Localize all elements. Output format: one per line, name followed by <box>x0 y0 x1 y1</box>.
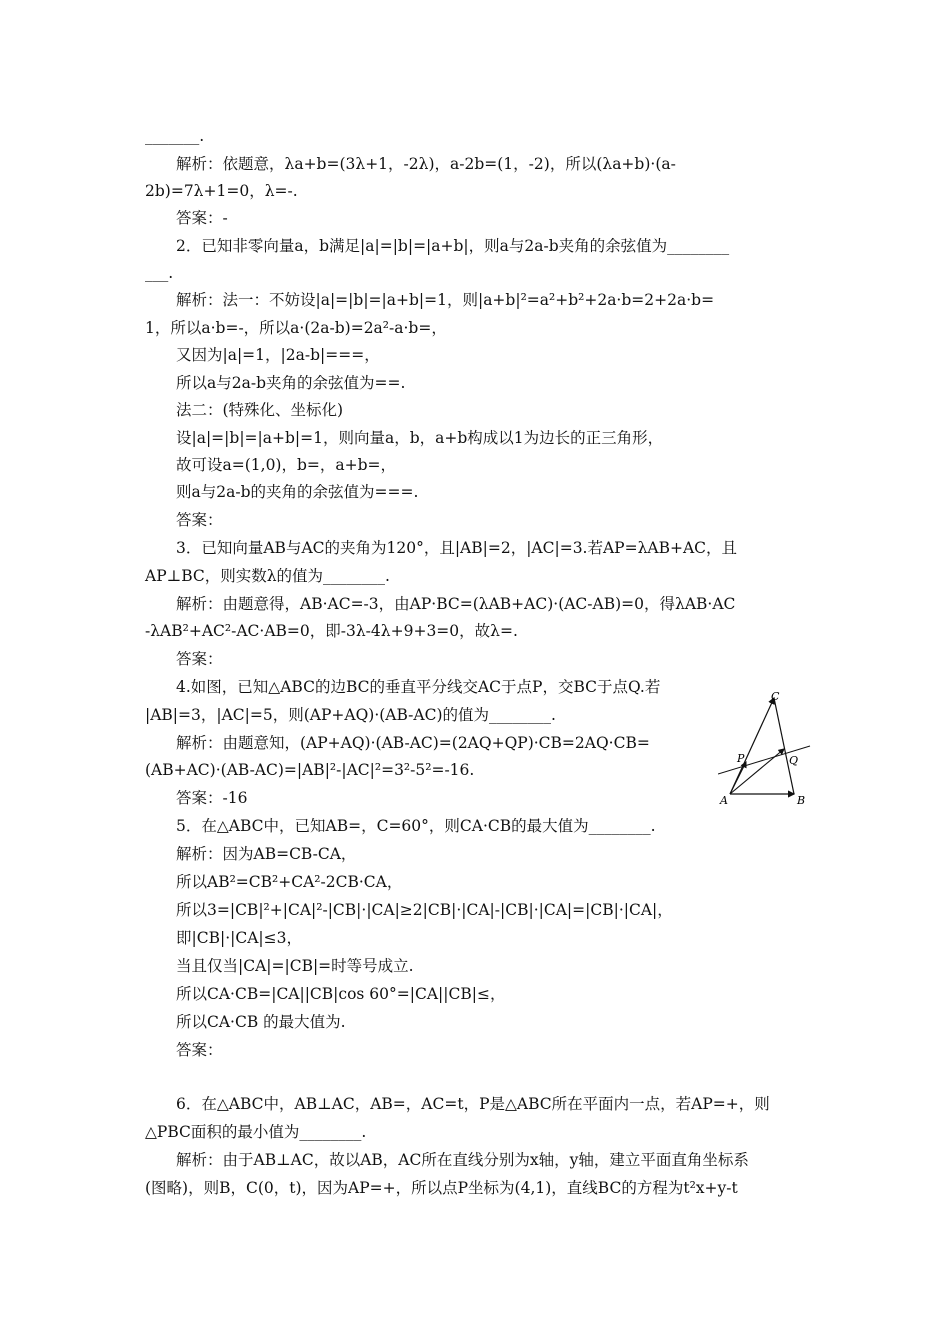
text-line: 2．已知非零向量a，b满足|a|=|b|=|a+b|，则a与2a-b夹角的余弦值为________ <box>176 237 730 255</box>
text-line: 解析：由题意知，(AP+AQ)·(AB-AC)=(2AQ+QP)·CB=2AQ·CB= <box>176 734 650 752</box>
text-line: AP⊥BC，则实数λ的值为________. <box>145 567 390 585</box>
text-line: 又因为|a|=1，|2a-b|===， <box>176 346 380 364</box>
text-line: 设|a|=|b|=|a+b|=1，则向量a，b，a+b构成以1为边长的正三角形， <box>176 429 664 447</box>
triangle-figure <box>718 690 814 808</box>
text-line: 答案：- <box>176 209 228 227</box>
text-line: ___. <box>145 264 174 282</box>
label-p: P <box>737 752 745 765</box>
text-line: 所以a与2a-b夹角的余弦值为==. <box>176 374 406 392</box>
triangle-diagram <box>718 690 814 808</box>
label-b: B <box>797 794 806 807</box>
text-line: 则a与2a-b的夹角的余弦值为===. <box>176 483 419 501</box>
text-line: 所以CA·CB=|CA||CB|cos 60°=|CA||CB|≤， <box>176 985 506 1003</box>
text-line: 所以AB²=CB²+CA²-2CB·CA， <box>176 873 403 891</box>
text-line: |AB|=3，|AC|=5，则(AP+AQ)·(AB-AC)的值为________. <box>145 706 556 724</box>
text-line: 当且仅当|CA|=|CB|=时等号成立. <box>176 957 414 975</box>
text-line: 即|CB|·|CA|≤3， <box>176 929 302 947</box>
text-line: 所以3=|CB|²+|CA|²-|CB|·|CA|≥2|CB|·|CA|-|CB|·|CA|=|CB|·|CA|， <box>176 901 673 919</box>
label-q: Q <box>789 754 799 767</box>
text-line: -λAB²+AC²-AC·AB=0，即-3λ-4λ+9+3=0，故λ=. <box>145 622 518 640</box>
text-line: 所以CA·CB 的最大值为. <box>176 1013 346 1031</box>
text-line: △PBC面积的最小值为________. <box>145 1123 367 1141</box>
text-line: 答案： <box>176 511 223 529</box>
text-line: 6．在△ABC中，AB⊥AC，AB=，AC=t，P是△ABC所在平面内一点，若AP=+，则 <box>176 1095 770 1113</box>
text-line: _______. <box>145 127 205 145</box>
text-line: 答案：-16 <box>176 789 248 807</box>
text-line: 故可设a=(1,0)，b=，a+b=， <box>176 456 397 474</box>
segment-bc <box>774 698 794 794</box>
text-line: 4.如图，已知△ABC的边BC的垂直平分线交AC于点P，交BC于点Q.若 <box>176 678 661 696</box>
text-line: 1，所以a·b=-，所以a·(2a-b)=2a²-a·b=， <box>145 319 447 337</box>
segment-ap <box>730 762 746 794</box>
text-line: 解析：依题意，λa+b=(3λ+1，-2λ)，a-2b=(1，-2)，所以(λa+b)·(a- <box>176 155 676 173</box>
text-line: (AB+AC)·(AB-AC)=|AB|²-|AC|²=3²-5²=-16. <box>145 761 475 779</box>
text-line: 答案： <box>176 650 223 668</box>
text-line: 解析：由题意得，AB·AC=-3，由AP·BC=(λAB+AC)·(AC-AB)=0，得λAB·AC <box>176 595 736 613</box>
text-line: 解析：法一：不妨设|a|=|b|=|a+b|=1，则|a+b|²=a²+b²+2a·b=2+2a·b= <box>176 291 715 309</box>
text-line: 5．在△ABC中，已知AB=，C=60°，则CA·CB的最大值为________. <box>176 817 656 835</box>
label-c: C <box>771 690 780 703</box>
label-a: A <box>720 794 728 807</box>
text-line: 3．已知向量AB与AC的夹角为120°，且|AB|=2，|AC|=3.若AP=λAB+AC，且 <box>176 539 738 557</box>
text-line: (图略)，则B，C(0，t)，因为AP=+，所以点P坐标为(4,1)，直线BC的方程为t²x+y-t <box>145 1179 738 1197</box>
text-line: 解析：由于AB⊥AC，故以AB，AC所在直线分别为x轴，y轴，建立平面直角坐标系 <box>176 1151 749 1169</box>
text-line: 解析：因为AB=CB-CA， <box>176 845 357 863</box>
text-line: 2b)=7λ+1=0，λ=-. <box>145 182 298 200</box>
text-line: 答案： <box>176 1041 223 1059</box>
text-line: 法二：(特殊化、坐标化) <box>176 401 344 419</box>
